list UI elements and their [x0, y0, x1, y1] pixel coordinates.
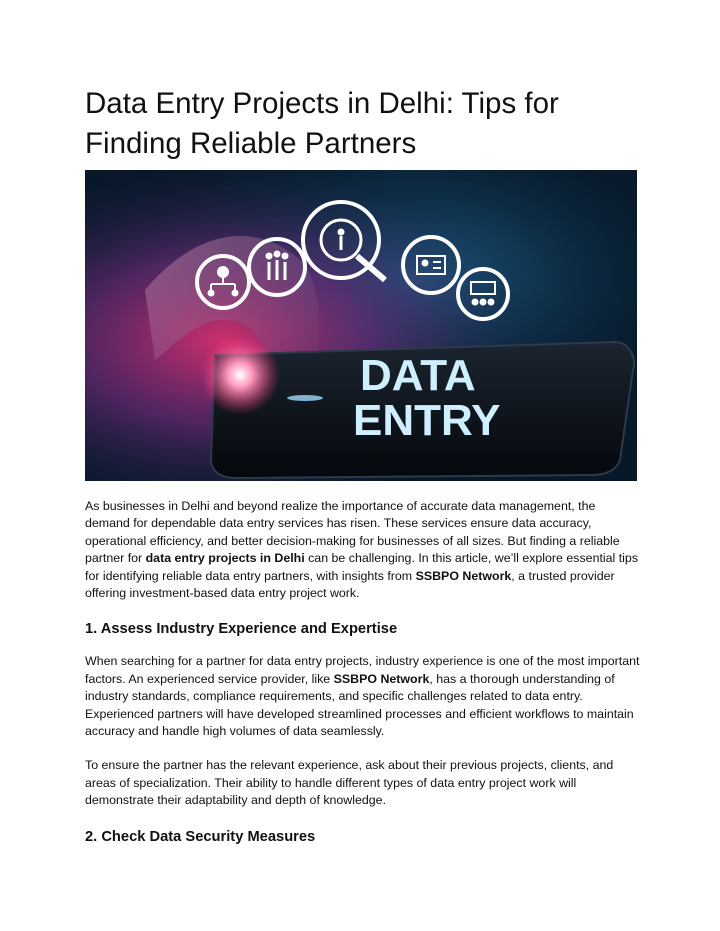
- screen-text-data: DATA: [360, 351, 476, 400]
- intro-paragraph: As businesses in Delhi and beyond realize the importance of accurate data management, the demand for dependable data entry services has risen. These services ensure data accuracy, operational efficiency, and better decision-making for businesses of all sizes. But finding a reliable partner for data entry projects in Delhi can be challenging. In this article, we’ll explore essential tips for identifying reliable data entry partners, with insights from SSBPO Network, a trusted provider offering investment-based data entry project work.: [85, 499, 639, 601]
- screen-text-entry: ENTRY: [353, 396, 501, 445]
- hero-image: [85, 170, 637, 481]
- brand-bold: SSBPO Network: [415, 568, 512, 583]
- section-1-paragraph-1: When searching for a partner for data entry projects, industry experience is one of the most important factors. An experienced service provider, like SSBPO Network, has a thorough understanding of industry standards, compliance requirements, and specific challenges related to data entry. Experienced partners will have developed streamlined processes and efficient workflows to maintain accuracy and handle high volumes of data seamlessly.: [85, 654, 640, 739]
- article-body: [85, 498, 641, 861]
- brand-bold: SSBPO Network: [333, 671, 430, 686]
- page-title: Data Entry Projects in Delhi: Tips for Finding Reliable Partners: [85, 87, 559, 160]
- section-1-paragraph-2: To ensure the partner has the relevant experience, ask about their previous projects, clients, and areas of specialization. Their ability to handle different types of data entry project work will demonstrate their adaptability and depth of knowledge.: [85, 758, 614, 808]
- hero-illustration: [85, 170, 637, 481]
- keyword-bold: data entry projects in Delhi: [145, 551, 305, 566]
- section-2-heading: 2. Check Data Security Measures: [85, 828, 316, 845]
- section-1-heading: 1. Assess Industry Experience and Expertise: [85, 621, 398, 638]
